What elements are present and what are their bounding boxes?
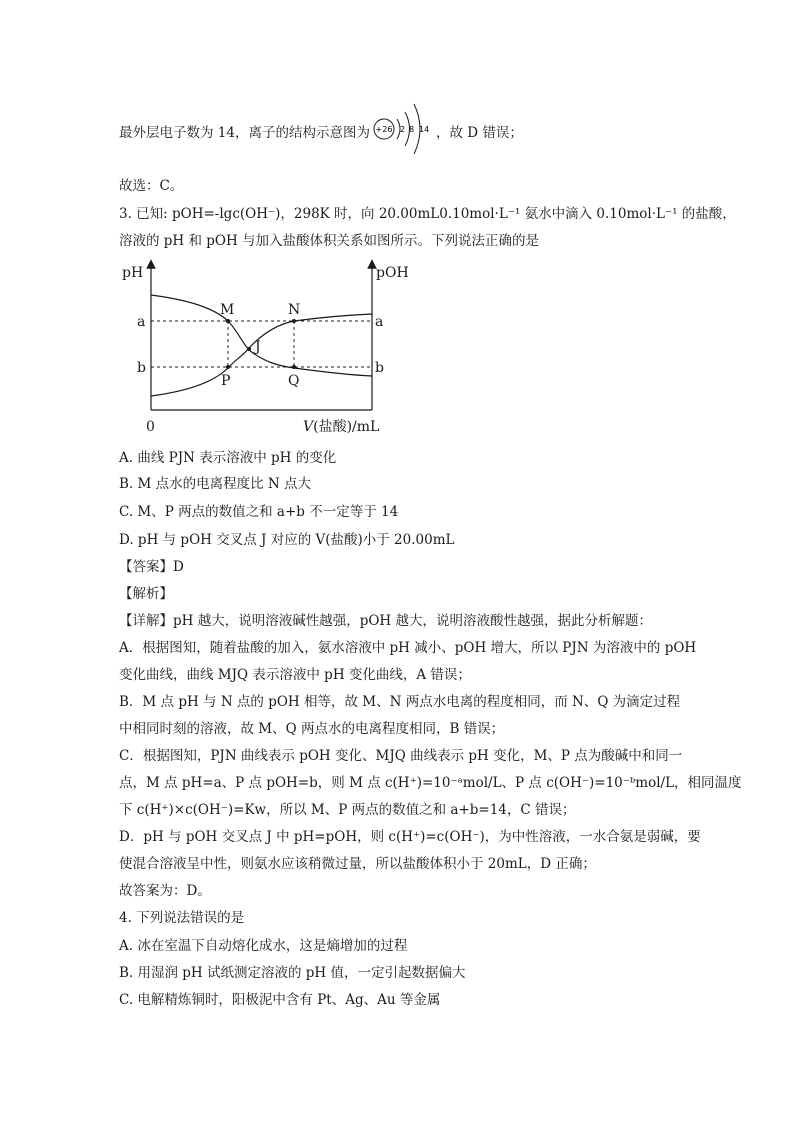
analysis-line: A．根据图知，随着盐酸的加入，氨水溶液中 pH 减小、pOH 增大，所以 PJN 为溶液中的 pOH <box>119 640 697 656</box>
label-j: J <box>255 339 261 355</box>
analysis-line: 【详解】pH 越大，说明溶液碱性越强，pOH 越大，说明溶液酸性越强，据此分析解题： <box>119 613 652 629</box>
label-a-left: a <box>137 314 146 330</box>
point-n <box>292 319 296 323</box>
label-b-left: b <box>137 360 146 376</box>
q3-answer: 【答案】D <box>119 559 184 575</box>
analysis-line: 使混合溶液呈中性，则氨水应该稍微过量，所以盐酸体积小于 20mL，D 正确； <box>119 856 596 872</box>
analysis-line: 变化曲线，曲线 MJQ 表示溶液中 pH 变化曲线，A 错误； <box>119 667 471 683</box>
x-axis-label: V(盐酸)/mL <box>303 419 380 435</box>
q3-option-d: D. pH 与 pOH 交叉点 J 对应的 V(盐酸)小于 20.00mL <box>119 532 455 548</box>
point-p <box>226 365 230 369</box>
q3-option-c: C. M、P 两点的数值之和 a+b 不一定等于 14 <box>119 504 399 520</box>
q3-analysis-title: 【解析】 <box>119 586 173 602</box>
label-m: M <box>220 302 235 318</box>
analysis-line: 下 c(H⁺)×c(OH⁻)=Kw，所以 M、P 两点的数值之和 a+b=14，C 错误； <box>119 802 576 818</box>
ion-structure-diagram <box>372 100 434 158</box>
analysis-line: C．根据图知，PJN 曲线表示 pOH 变化、MJQ 曲线表示 pH 变化，M、P 点为酸碱中和同一 <box>119 748 683 764</box>
ion-structure-line <box>119 116 523 146</box>
curve-pjn <box>151 314 372 396</box>
q3-option-a: A. 曲线 PJN 表示溶液中 pH 的变化 <box>119 450 337 466</box>
shell-1-count: 2 <box>399 125 406 134</box>
label-b-right: b <box>375 360 384 376</box>
prev-answer: 故选：C。 <box>119 178 184 194</box>
label-a-right: a <box>375 314 384 330</box>
q4-option-a: A. 冰在室温下自动熔化成水，这是熵增加的过程 <box>119 938 408 954</box>
point-q <box>292 365 296 369</box>
left-axis-label: pH <box>122 265 144 281</box>
q4-option-b: B. 用湿润 pH 试纸测定溶液的 pH 值，一定引起数据偏大 <box>119 965 466 981</box>
ph-poh-graph <box>119 258 409 438</box>
label-n: N <box>288 302 301 318</box>
label-q: Q <box>288 373 300 389</box>
analysis-line: D．pH 与 pOH 交叉点 J 中 pH=pOH，则 c(H⁺)=c(OH⁻)，为中性溶液，一水合氨是弱碱，要 <box>119 829 701 845</box>
nucleus-charge: +26 <box>375 125 393 134</box>
q4-option-c: C. 电解精炼铜时，阳极泥中含有 Pt、Ag、Au 等金属 <box>119 992 441 1008</box>
label-p: P <box>221 373 231 389</box>
q4-stem: 4. 下列说法错误的是 <box>119 910 245 926</box>
right-axis-label: pOH <box>376 265 409 281</box>
intro-suffix: ，故 D 错误； <box>435 125 523 141</box>
intro-prefix: 最外层电子数为 14，离子的结构示意图为 <box>119 125 370 141</box>
q3-stem-line2: 溶液的 pH 和 pOH 与加入盐酸体积关系如图所示。下列说法正确的是 <box>119 233 540 249</box>
analysis-line: 故答案为：D。 <box>119 883 211 899</box>
q3-stem-line1: 3. 已知: pOH=-lgc(OH⁻)，298K 时，向 20.00mL0.10mol·L⁻¹ 氨水中滴入 0.10mol·L⁻¹ 的盐酸， <box>119 206 736 222</box>
point-j <box>247 347 251 351</box>
shell-2-count: 8 <box>408 125 415 134</box>
shell-3-count: 14 <box>418 125 430 134</box>
analysis-line: 点，M 点 pH=a、P 点 pOH=b，则 M 点 c(H⁺)=10⁻ᵃmol/L、P 点 c(OH⁻)=10⁻ᵇmol/L，相同温度 <box>119 775 742 791</box>
point-m <box>226 319 230 323</box>
origin-label: 0 <box>146 419 155 435</box>
analysis-line: 中相同时刻的溶液，故 M、Q 两点水的电离程度相同，B 错误； <box>119 721 505 737</box>
q3-option-b: B. M 点水的电离程度比 N 点大 <box>119 476 312 492</box>
curve-mjq <box>151 295 372 376</box>
analysis-line: B．M 点 pH 与 N 点的 pOH 相等，故 M、N 两点水电离的程度相同，而 N、Q 为滴定过程 <box>119 694 681 710</box>
